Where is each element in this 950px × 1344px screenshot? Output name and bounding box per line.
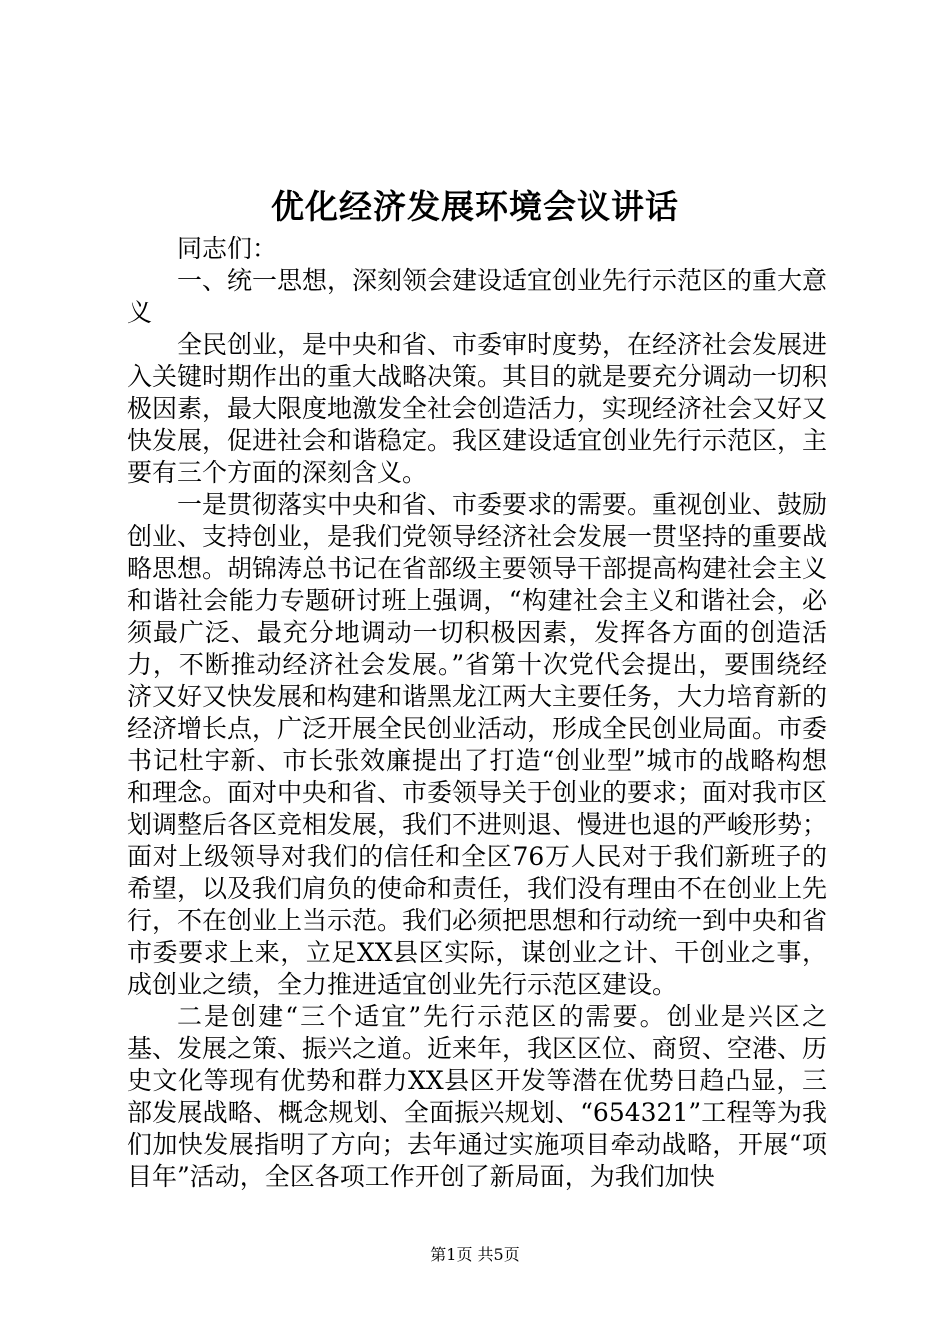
- body-paragraph: 一是贯彻落实中央和省、市委要求的需要。重视创业、鼓励创业、支持创业，是我们党领导经济社会发展一贯坚持的重要战略思想。胡锦涛总书记在省部级主要领导干部提高构建社会主义和谐社会能力专题研讨班上强调，“构建社会主义和谐社会，必须最广泛、最充分地调动一切积极因素，发挥各方面的创造活力，不断推动经济社会发展。”省第十次党代会提出，要围绕经济又好又快发展和构建和谐黑龙江两大主要任务，大力培育新的经济增长点，广泛开展全民创业活动，形成全民创业局面。市委书记杜宇新、市长张效廉提出了打造“创业型”城市的战略构想和理念。面对中央和省、市委领导关于创业的要求；面对我市区划调整后各区竞相发展，我们不进则退、慢进也退的严峻形势；面对上级领导对我们的信任和全区76万人民对于我们新班子的希望，以及我们肩负的使命和责任，我们没有理由不在创业上先行，不在创业上当示范。我们必须把思想和行动统一到中央和省市委要求上来，立足XX县区实际，谋创业之计、干创业之事，成创业之绩，全力推进适宜创业先行示范区建设。: [127, 490, 828, 999]
- body-paragraph: 全民创业，是中央和省、市委审时度势，在经济社会发展进入关键时期作出的重大战略决策。其目的就是要充分调动一切积极因素，最大限度地激发全社会创造活力，实现经济社会又好又快发展，促进社会和谐稳定。我区建设适宜创业先行示范区，主要有三个方面的深刻含义。: [127, 330, 828, 487]
- document-body: [127, 233, 827, 1193]
- body-paragraph: 二是创建“三个适宜”先行示范区的需要。创业是兴区之基、发展之策、振兴之道。近来年，我区区位、商贸、空港、历史文化等现有优势和群力XX县区开发等潜在优势日趋凸显，三部发展战略、概念规划、全面振兴规划、“654321”工程等为我们加快发展指明了方向；去年通过实施项目牵动战略，开展“项目年”活动，全区各项工作开创了新局面，为我们加快: [127, 1002, 828, 1191]
- section-heading: 一、统一思想，深刻领会建设适宜创业先行示范区的重大意义: [127, 266, 828, 327]
- page-footer: 第1页 共5页: [430, 1245, 520, 1264]
- salutation-paragraph: 同志们：: [177, 234, 278, 263]
- document-title: 优化经济发展环境会议讲话: [271, 187, 679, 226]
